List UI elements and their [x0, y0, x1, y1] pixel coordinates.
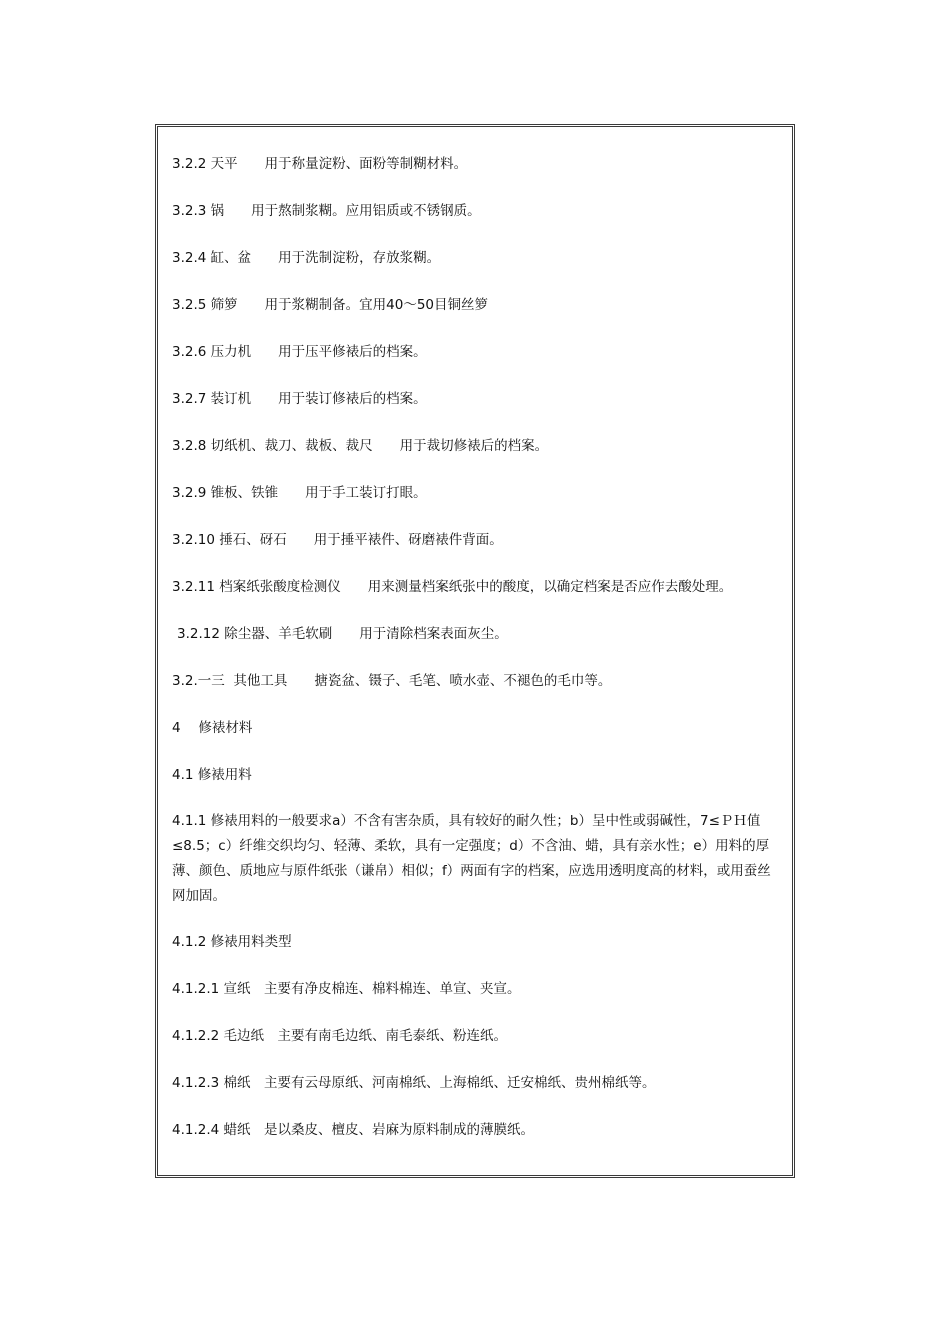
item-4-1-2-4: 4.1.2.4 蜡纸 是以桑皮、檀皮、岩麻为原料制成的薄膜纸。 — [172, 1122, 535, 1138]
item-4-1-1: 4.1.1 修裱用料的一般要求a）不含有害杂质，具有较好的耐久性；b）呈中性或弱碱性，7≤ＰＨ值≤8.5；c）纤维交织均匀、轻薄、柔软，具有一定强度；d）不含油、蜡，具有亲水性；e）用料的厚薄、颜色、质地应与原件纸张（谦帛）相似；f）两面有字的档案，应选用透明度高的材料，或用蚕丝网加固。 — [172, 813, 771, 904]
item-3-2-6: 3.2.6 压力机 用于压平修裱后的档案。 — [172, 344, 427, 360]
item-3-2-5: 3.2.5 筛箩 用于浆糊制备。宜用40～50目铜丝箩 — [172, 297, 488, 313]
item-3-2-4: 3.2.4 缸、盆 用于洗制淀粉，存放浆糊。 — [172, 250, 441, 266]
document-body — [172, 153, 780, 1166]
item-3-2-10: 3.2.10 捶石、砑石 用于捶平裱件、砑磨裱件背面。 — [172, 532, 503, 548]
item-3-2-7: 3.2.7 装订机 用于装订修裱后的档案。 — [172, 391, 427, 407]
item-3-2-8: 3.2.8 切纸机、裁刀、裁板、裁尺 用于裁切修裱后的档案。 — [172, 438, 549, 454]
item-4-1-2-2: 4.1.2.2 毛边纸 主要有南毛边纸、南毛泰纸、粉连纸。 — [172, 1028, 508, 1044]
section-heading-4-1: 4.1 修裱用料 — [172, 767, 252, 783]
item-3-2-13: 3.2.一三 其他工具 搪瓷盆、镊子、毛笔、喷水壶、不褪色的毛巾等。 — [172, 673, 612, 689]
item-4-1-2-3: 4.1.2.3 棉纸 主要有云母原纸、河南棉纸、上海棉纸、迁安棉纸、贵州棉纸等。 — [172, 1075, 656, 1091]
document-frame — [155, 124, 795, 1178]
item-3-2-2: 3.2.2 天平 用于称量淀粉、面粉等制糊材料。 — [172, 156, 468, 172]
item-3-2-3: 3.2.3 锅 用于熬制浆糊。应用铝质或不锈钢质。 — [172, 203, 481, 219]
section-heading-4: 4 修裱材料 — [172, 720, 253, 736]
item-3-2-11: 3.2.11 档案纸张酸度检测仪 用来测量档案纸张中的酸度，以确定档案是否应作去酸处理。 — [172, 579, 733, 595]
item-4-1-2-1: 4.1.2.1 宣纸 主要有净皮棉连、棉料棉连、单宣、夹宣。 — [172, 981, 521, 997]
section-heading-4-1-2: 4.1.2 修裱用料类型 — [172, 934, 292, 950]
item-3-2-9: 3.2.9 锥板、铁锥 用于手工装订打眼。 — [172, 485, 427, 501]
item-3-2-12: 3.2.12 除尘器、羊毛软刷 用于清除档案表面灰尘。 — [177, 626, 508, 642]
